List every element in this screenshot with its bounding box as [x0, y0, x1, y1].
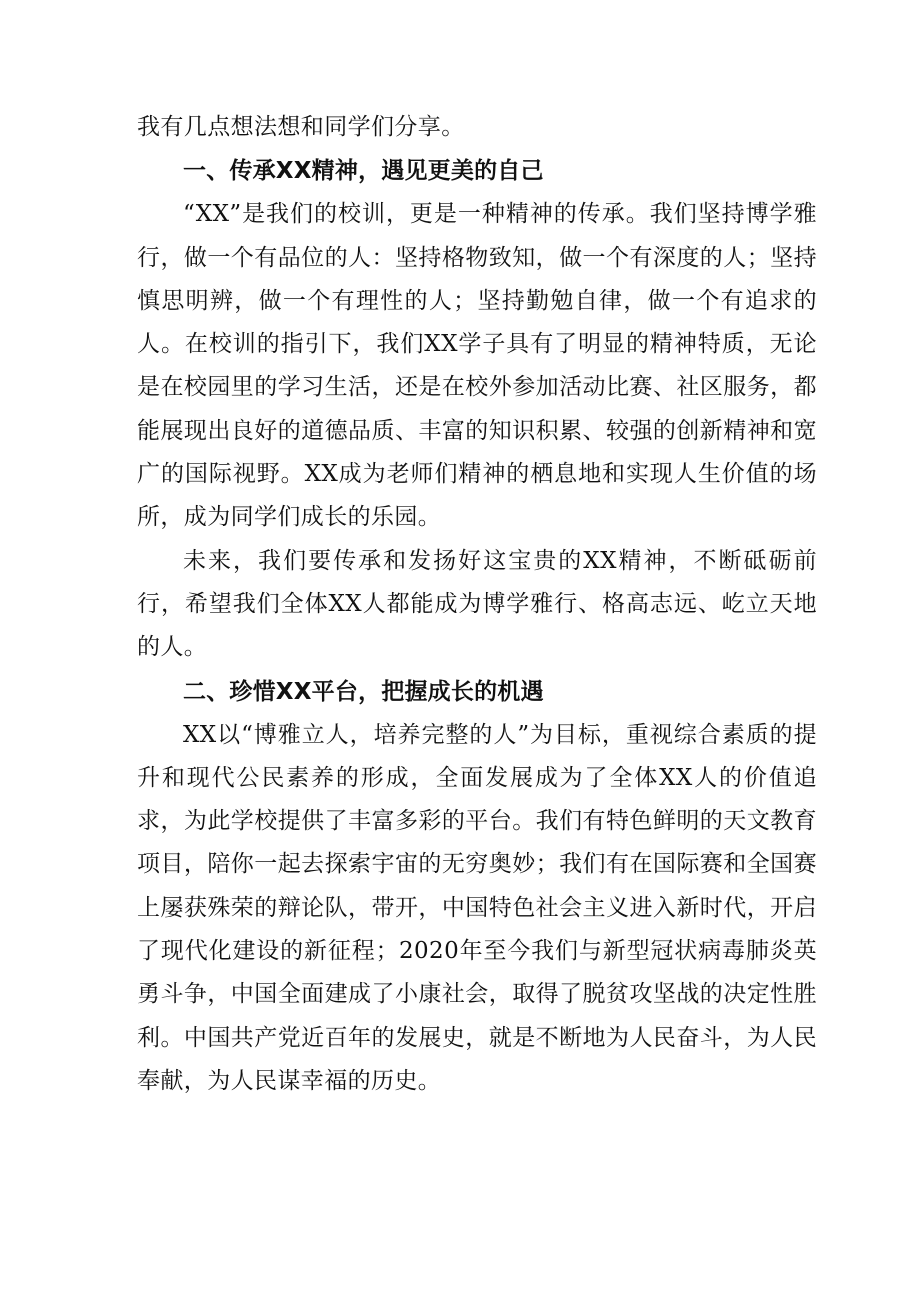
- section-2-paragraph-1: XX以“博雅立人，培养完整的人”为目标，重视综合素质的提升和现代公民素养的形成，全面发展成为了全体XX人的价值追求，为此学校提供了丰富多彩的平台。我们有特色鲜明的天文教育项目，陪你一起去探索宇宙的无穷奥妙；我们有在国际赛和全国赛上屡获殊荣的辩论队，带开，中国特色社会主义进入新时代，开启了现代化建设的新征程；2020年至今我们与新型冠状病毒肺炎英勇斗争，中国全面建成了小康社会，取得了脱贫攻坚战的决定性胜利。中国共产党近百年的发展史，就是不断地为人民奋斗，为人民奉献，为人民谋幸福的历史。: [137, 721, 817, 1094]
- section-1-paragraph-2: 未来，我们要传承和发扬好这宝贵的XX精神，不断砥砺前行，希望我们全体XX人都能成为博学雅行、格高志远、屹立天地的人。: [137, 547, 817, 661]
- intro-paragraph: 我有几点想法想和同学们分享。: [137, 114, 465, 140]
- document-body: [137, 106, 817, 1103]
- section-2-heading: 二、珍惜XX平台，把握成长的机遇: [183, 678, 544, 705]
- section-1-paragraph-1: “XX”是我们的校训，更是一种精神的传承。我们坚持博学雅行，做一个有品位的人：坚持格物致知，做一个有深度的人；坚持慎思明辨，做一个有理性的人；坚持勤勉自律，做一个有追求的人。在校训的指引下，我们XX学子具有了明显的精神特质，无论是在校园里的学习生活，还是在校外参加活动比赛、社区服务，都能展现出良好的道德品质、丰富的知识积累、较强的创新精神和宽广的国际视野。XX成为老师们精神的栖息地和实现人生价值的场所，成为同学们成长的乐园。: [137, 201, 817, 531]
- section-1-heading: 一、传承XX精神，遇见更美的自己: [183, 158, 544, 185]
